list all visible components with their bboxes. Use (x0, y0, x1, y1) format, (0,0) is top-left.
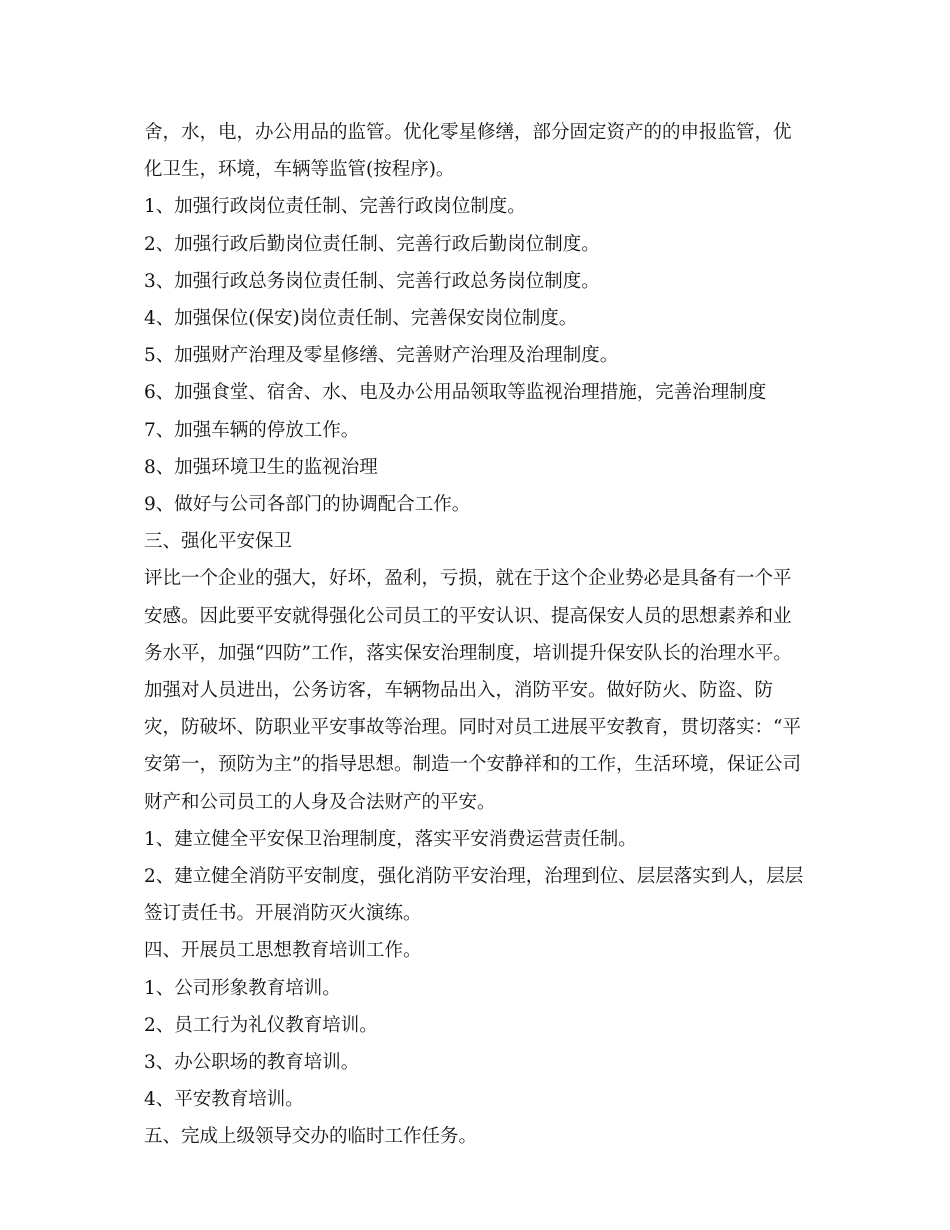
list-item: 1、建立健全平安保卫治理制度，落实平安消费运营责任制。 (144, 828, 637, 850)
list-item: 7、加强车辆的停放工作。 (144, 419, 360, 441)
list-item: 2、加强行政后勤岗位责任制、完善行政后勤岗位制度。 (144, 233, 600, 255)
list-item: 3、加强行政总务岗位责任制、完善行政总务岗位制度。 (144, 270, 600, 292)
document-body (144, 114, 814, 1156)
text-line: 舍，水，电，办公用品的监管。优化零星修缮，部分固定资产的的申报监管，优 (144, 122, 792, 143)
list-item: 1、公司形象教育培训。 (144, 977, 341, 999)
list-item: 1、加强行政岗位责任制、完善行政岗位制度。 (144, 196, 526, 218)
text-line: 化卫生，环境，车辆等监管(按程序)。 (144, 159, 455, 181)
text-line: 灾，防破坏、防职业平安事故等治理。同时对员工进展平安教育，贯切落实：“平 (144, 717, 801, 739)
section-heading: 五、完成上级领导交办的临时工作任务。 (144, 1126, 478, 1148)
list-item: 6、加强食堂、宿舍、水、电及办公用品领取等监视治理措施，完善治理制度 (144, 382, 767, 404)
list-item: 9、做好与公司各部门的协调配合工作。 (144, 494, 471, 516)
section-heading: 三、强化平安保卫 (144, 531, 293, 553)
list-item: 4、加强保位(保安)岗位责任制、完善保安岗位制度。 (144, 308, 578, 330)
text-line: 安感。因此要平安就得强化公司员工的平安认识、提高保安人员的思想素养和业 (144, 605, 792, 627)
text-line: 签订责任书。开展消防灭火演练。 (144, 903, 422, 925)
section-heading: 四、开展员工思想教育培训工作。 (144, 940, 422, 962)
list-item: 3、办公职场的教育培训。 (144, 1052, 360, 1074)
list-item: 8、加强环境卫生的监视治理 (144, 456, 378, 478)
list-item: 2、员工行为礼仪教育培训。 (144, 1014, 378, 1036)
list-item: 4、平安教育培训。 (144, 1089, 304, 1111)
list-item: 5、加强财产治理及零星修缮、完善财产治理及治理制度。 (144, 345, 619, 367)
text-line: 安第一，预防为主”的指导思想。制造一个安静祥和的工作，生活环境，保证公司 (144, 754, 801, 776)
text-line: 评比一个企业的强大，好坏，盈利，亏损，就在于这个企业势必是具备有一个平 (144, 568, 792, 590)
text-line: 财产和公司员工的人身及合法财产的平安。 (144, 791, 496, 813)
text-line: 务水平，加强“四防”工作，落实保安治理制度，培训提升保安队长的治理水平。 (144, 642, 792, 664)
text-line: 加强对人员进出，公务访客，车辆物品出入，消防平安。做好防火、防盗、防 (144, 680, 774, 702)
list-item: 2、建立健全消防平安制度，强化消防平安治理，治理到位、层层落实到人，层层 (144, 866, 804, 888)
